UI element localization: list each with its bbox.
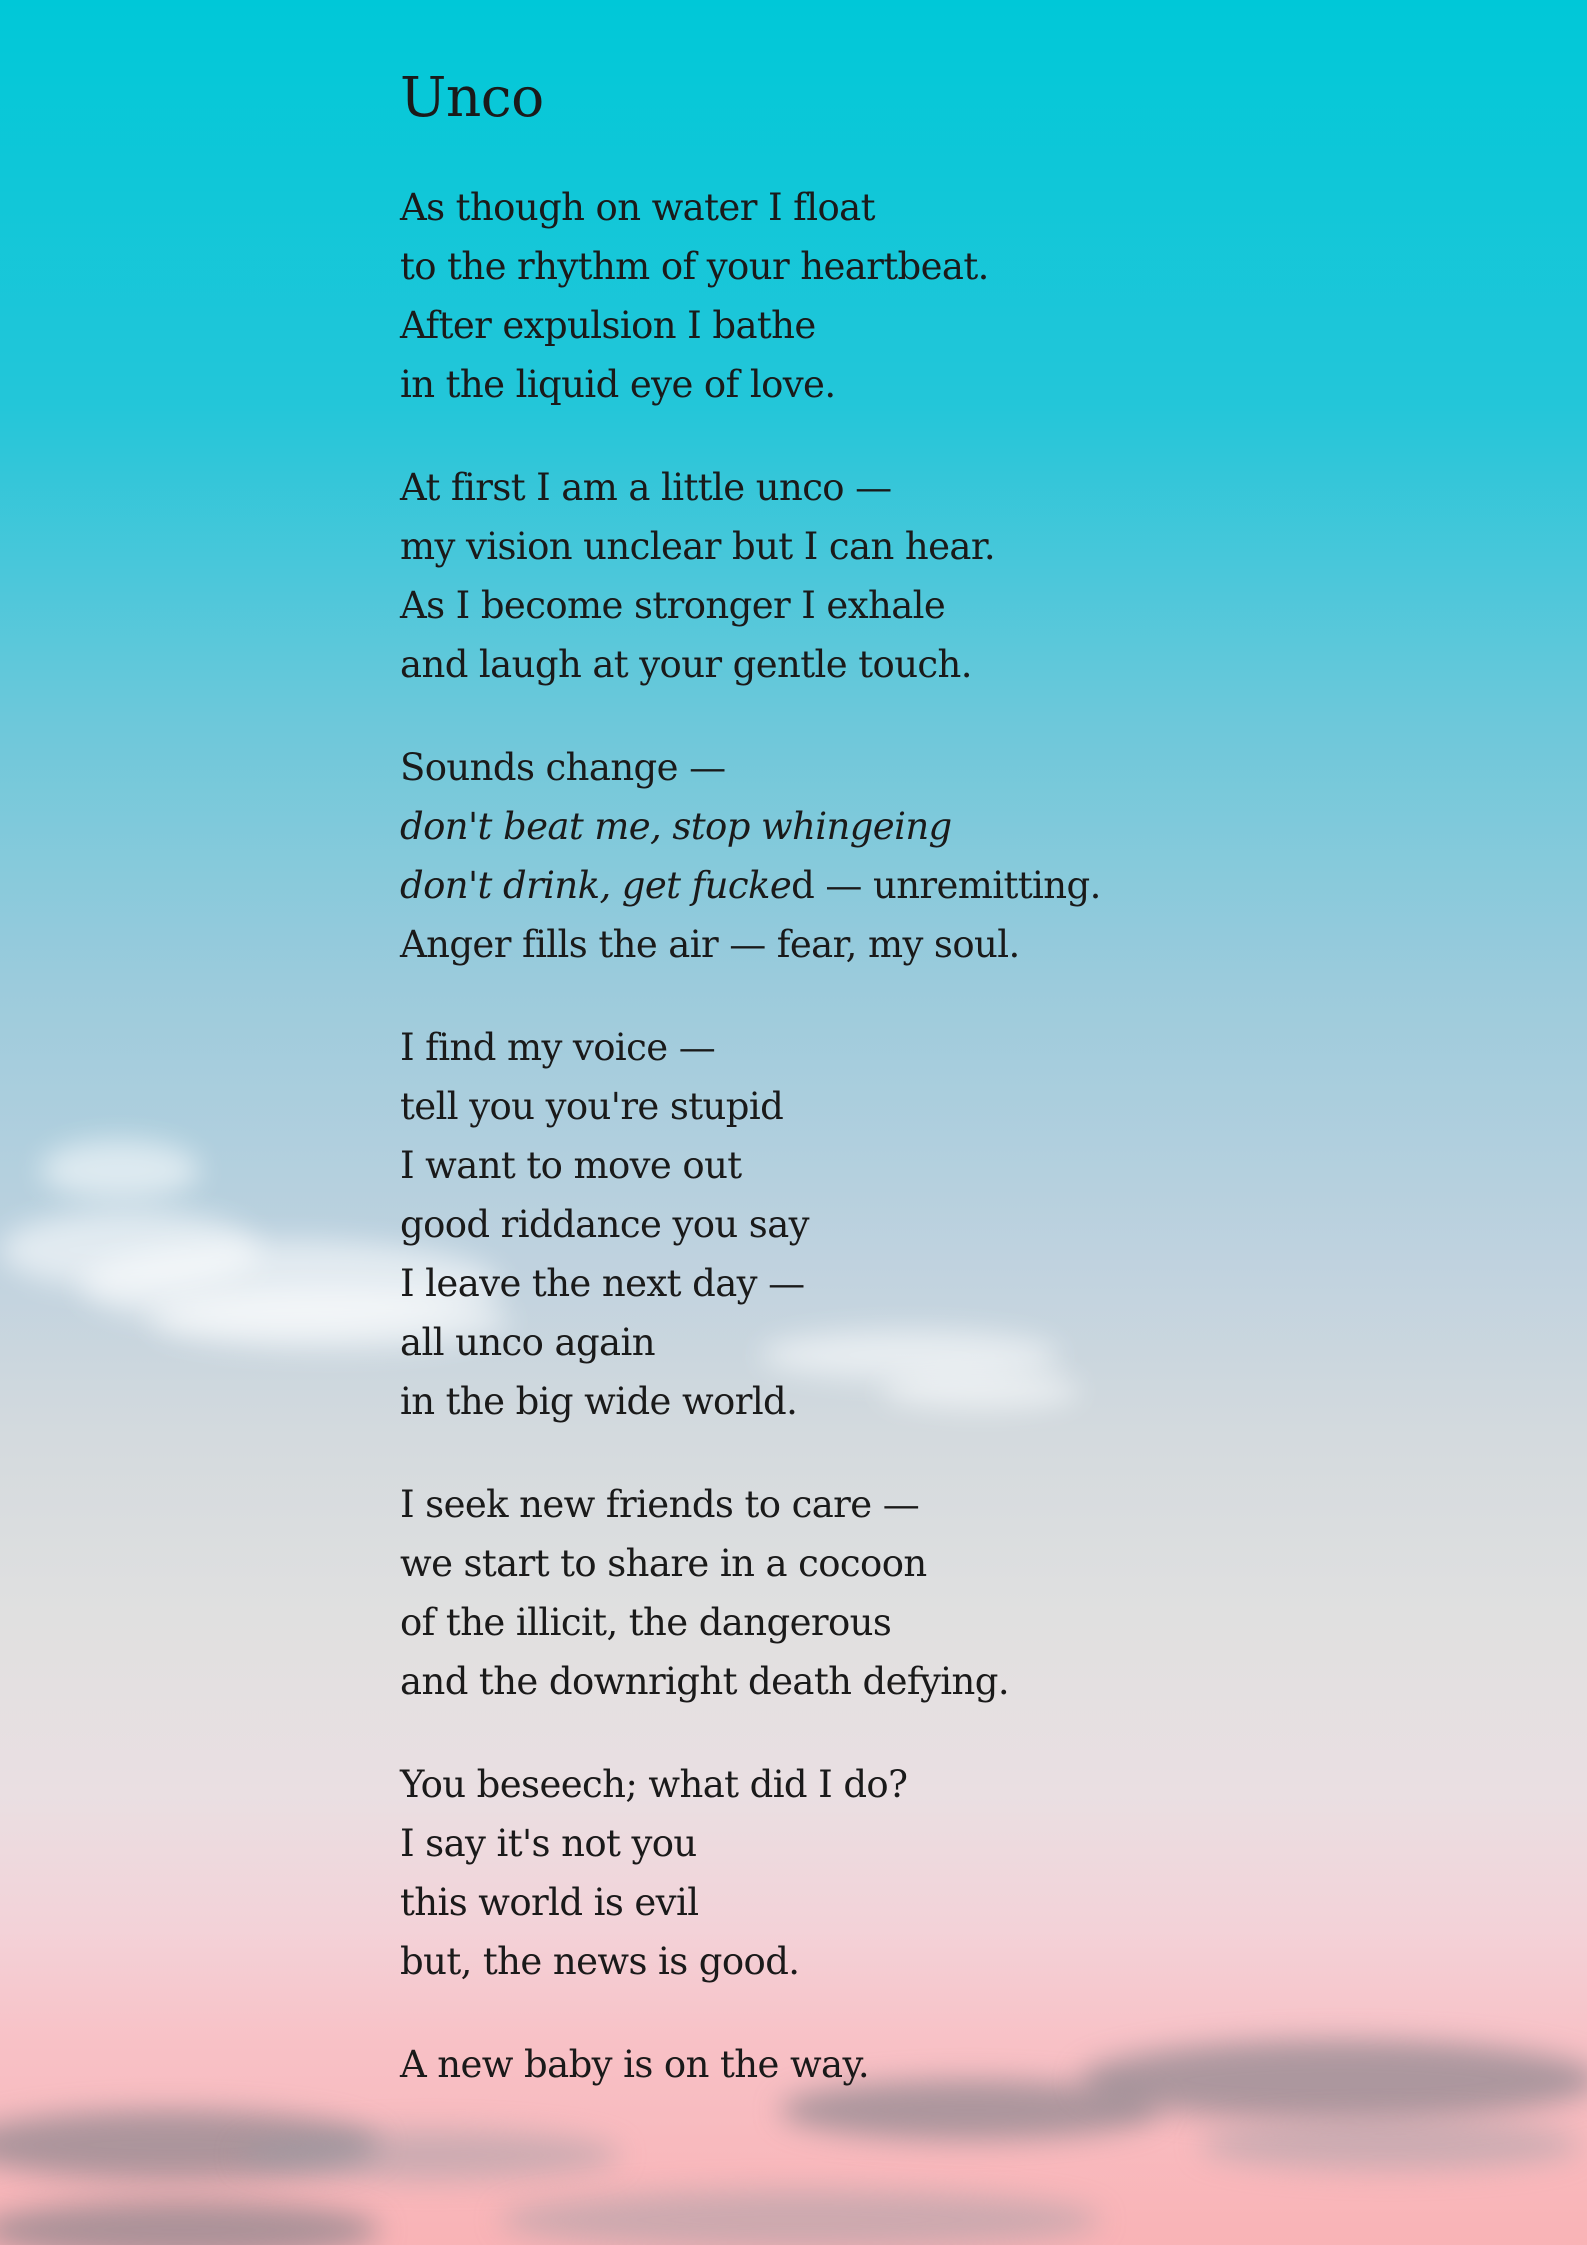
cloud-wisp	[40, 1140, 200, 1200]
poem-line: in the liquid eye of love.	[400, 363, 836, 406]
poem-line: I say it's not you	[400, 1822, 697, 1865]
poem-line: to the rhythm of your heartbeat.	[400, 245, 989, 288]
poem-line: in the big wide world.	[400, 1380, 798, 1423]
poem-line: As though on water I float	[400, 186, 875, 229]
poem-line: all unco again	[400, 1321, 655, 1364]
poem-line: Sounds change —	[400, 746, 726, 789]
poem-line: my vision unclear but I can hear.	[400, 525, 996, 568]
poem-line: of the illicit, the dangerous	[400, 1601, 892, 1644]
poem-line: but, the news is good.	[400, 1940, 800, 1983]
poem-line: good riddance you say	[400, 1203, 809, 1246]
regular-text: d — unremitting.	[791, 864, 1101, 907]
poem-line: I find my voice —	[400, 1026, 716, 1069]
stanza-2	[400, 458, 1400, 694]
poem-line: and the downright death defying.	[400, 1660, 1010, 1703]
poem-title: Unco	[400, 65, 544, 129]
stanza-1	[400, 178, 1400, 414]
poem-line: this world is evil	[400, 1881, 699, 1924]
poem-line: Anger fills the air — fear, my soul.	[400, 923, 1020, 966]
poem-line: tell you you're stupid	[400, 1085, 784, 1128]
poem-line: we start to share in a cocoon	[400, 1542, 927, 1585]
poem-line: After expulsion I bathe	[400, 304, 816, 347]
poem	[400, 60, 1400, 2138]
stanza-5	[400, 1475, 1400, 1711]
poem-line-italic	[400, 797, 1400, 856]
italic-text: don't drink, get fucke	[400, 864, 792, 907]
stanza-7	[400, 2035, 1400, 2094]
poem-line: I leave the next day —	[400, 1262, 805, 1305]
cloud-bank	[500, 2190, 1100, 2245]
stanza-6	[400, 1755, 1400, 1991]
poem-line: A new baby is on the way.	[400, 2043, 870, 2086]
cloud-bank	[0, 2200, 380, 2245]
poem-line-mixed	[400, 856, 1400, 915]
stanza-3	[400, 738, 1400, 974]
stanza-4	[400, 1018, 1400, 1431]
poem-line: At first I am a little unco —	[400, 466, 892, 509]
poem-line: I want to move out	[400, 1144, 742, 1187]
poem-line: As I become stronger I exhale	[400, 584, 946, 627]
poem-line: You beseech; what did I do?	[400, 1763, 908, 1806]
italic-text: don't beat me, stop whingeing	[400, 805, 952, 848]
poem-line: I seek new friends to care —	[400, 1483, 920, 1526]
poem-line: and laugh at your gentle touch.	[400, 643, 972, 686]
